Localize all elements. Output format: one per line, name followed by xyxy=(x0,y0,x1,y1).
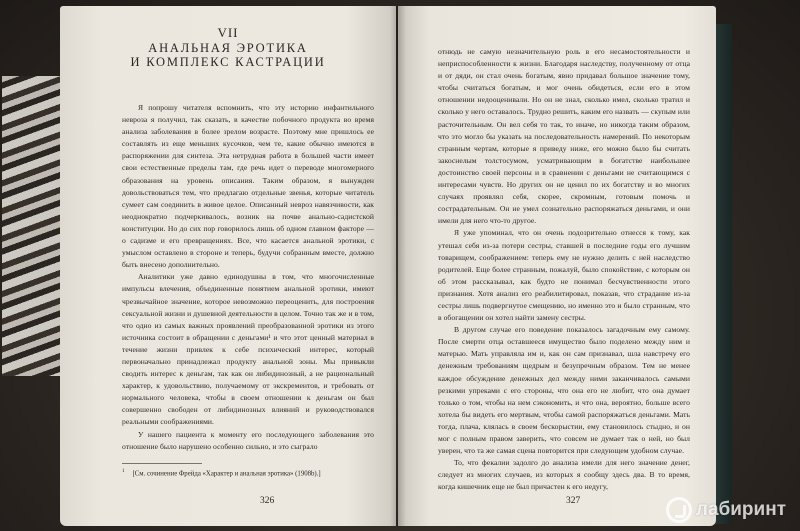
open-book xyxy=(60,6,720,526)
chapter-heading xyxy=(60,26,396,70)
chapter-title-line-2: И КОМПЛЕКС КАСТРАЦИИ xyxy=(130,55,326,70)
watermark-text: лабиринт xyxy=(695,499,786,520)
paragraph: Я уже упоминал, что он очень подозрительно отнесся к тому, как утешал себя из-за потери сестры, ставшей в последние годы его лучшим товарищем, соображением: теперь ему не нужно делить с ней наследство родителей. Еще более странным, пожалуй, было спокойствие, с которым он об этом рассказывал, как будто не понимал бесчувственности этого признания. Хотя анализ его реабилитировал, показав, что страдание из-за сестры лишь подвергнутое смещению, но именно это и было странным, что в обогащении он хотел найти замену сестры. xyxy=(438,228,690,323)
footnote-text: [См. сочинение Фрейда «Характер и анальная эротика» (1908b).] xyxy=(132,470,321,478)
right-page xyxy=(398,6,716,526)
paragraph: То, что фекалии задолго до анализа имели для него значение денег, следует из многих случаев, из которых я сообщу здесь два. В то время, когда кишечник еще не был причастен к его недугу, xyxy=(438,458,690,492)
right-page-body xyxy=(438,46,690,493)
footnote-mark: 1 xyxy=(122,469,125,474)
book-gutter xyxy=(390,6,406,526)
book-cover-edge-left xyxy=(2,76,64,376)
page-number-left: 326 xyxy=(260,496,275,506)
chapter-title-line-1: АНАЛЬНАЯ ЭРОТИКА xyxy=(148,40,308,55)
left-page xyxy=(60,6,396,526)
page-number-right: 327 xyxy=(566,496,581,506)
left-page-body xyxy=(122,102,374,453)
footnote xyxy=(122,467,374,478)
chapter-number: VII xyxy=(217,25,239,40)
paragraph: Я попрошу читателя вспомнить, что эту историю инфантильного невроза я получил, так сказать, в качестве побочного продукта во время анализа заболевания в более зрелом возрасте. Поэтому мне пришлось ее составлять из еще меньших кусочков, чем те, какие обычно имеются в распоряжении для синтеза. Эта нетрудная работа в большей части имеет свои естественные пределы там, где речь идет о переводе многомерного образования на уровень описания. Таким образом, я вынужден довольствоваться тем, что предлагаю отдельные звенья, которые читатель сумеет сам соединить в живое целое. Описанный невроз навязчивости, как неоднократно подчеркивалось, возник на почве анально-садистской конституции. Но до сих пор говорилось лишь об одном главном факторе — о садизме и его превращениях. Все, что касается анальной эротики, с умыслом оставлено в стороне и теперь, будучи собранным вместе, должно быть внесено дополнительно. xyxy=(122,103,374,270)
labirint-logo-icon xyxy=(666,497,692,523)
paragraph: Аналитики уже давно единодушны в том, что многочисленные импульсы влечения, объединенные понятием анальной эротики, имеют чрезвычайное значение, которое невозможно переоценить, для построения сексуальной жизни и душевной деятельности в целом. Точно так же и в том, что одно из самых важных проявлений преобразованной эротики из этого источника состоит в обращении с деньгами¹ и что этот ценный материал в течение жизни привлек к себе психический интерес, который первоначально принадлежал продукту анальной зоны. Мы привыкли сводить интерес к деньгам, так как он либидинозный, а не рациональный характер, к удовольствию, получаемому от экскрементов, и требовать от нормального человека, чтобы в своем отношении к деньгам он был совершенно свободен от либидинозных влияний и руководствовался реальными соображениями. xyxy=(122,272,374,427)
paragraph: отнюдь не самую незначительную роль в его несамостоятельности и неприспособленности к жизни. Благодаря наследству, полученному от отца и от дяди, он стал очень богатым, явно придавал большое значение тому, чтобы считаться богатым, и мог очень обидеться, если его в этом отношении недооценивали. Но он не знал, сколько имел, сколько тратил и сколько у него оставалось. Трудно решить, каким его назвать — скупым или расточительным. Он вел себя то так, то иначе, но никогда таким образом, что это могло бы указать на последовательность намерений. По некоторым странным чертам, которые я приведу ниже, его можно было бы считать закоснелым толстосумом, усматривающим в богатстве наибольшее достоинство своей персоны и в сравнении с деньгами не считающимся с интересами чувств. Но других он не ценил по их богатству и во многих случаях проявлял себя, скорее, скромным, готовым помочь и сострадательным. Он не умел сознательно распоряжаться деньгами, и они имели для него что-то другое. xyxy=(438,47,690,226)
paragraph: У нашего пациента к моменту его последующего заболевания это отношение было нарушено особенно сильно, и это сыграло xyxy=(122,429,374,451)
watermark xyxy=(666,497,786,523)
paragraph: В другом случае его поведение показалось загадочным ему самому. После смерти отца оставшееся имущество было поделено между ним и матерью. Мать управляла им и, как он сам признавал, шла навстречу его денежным требованиям щедрым и безупречным образом. Тем не менее каждое обсуждение денежных дел между ними заканчивалось самыми резкими упреками с его стороны, что она его не любит, что она думает только о том, чтобы на нем сэкономить, и что она, вероятно, больше всего хотела бы видеть его мертвым, чтобы самой распоряжаться деньгами. Мать тогда, плача, клялась в своем бескорыстии, ему становилось стыдно, и он мог с полным правом заверить, что совсем не думает так о ней, но был уверен, что та же самая сцена повторится при следующем удобном случае. xyxy=(438,325,690,456)
footnote-rule xyxy=(122,463,202,464)
